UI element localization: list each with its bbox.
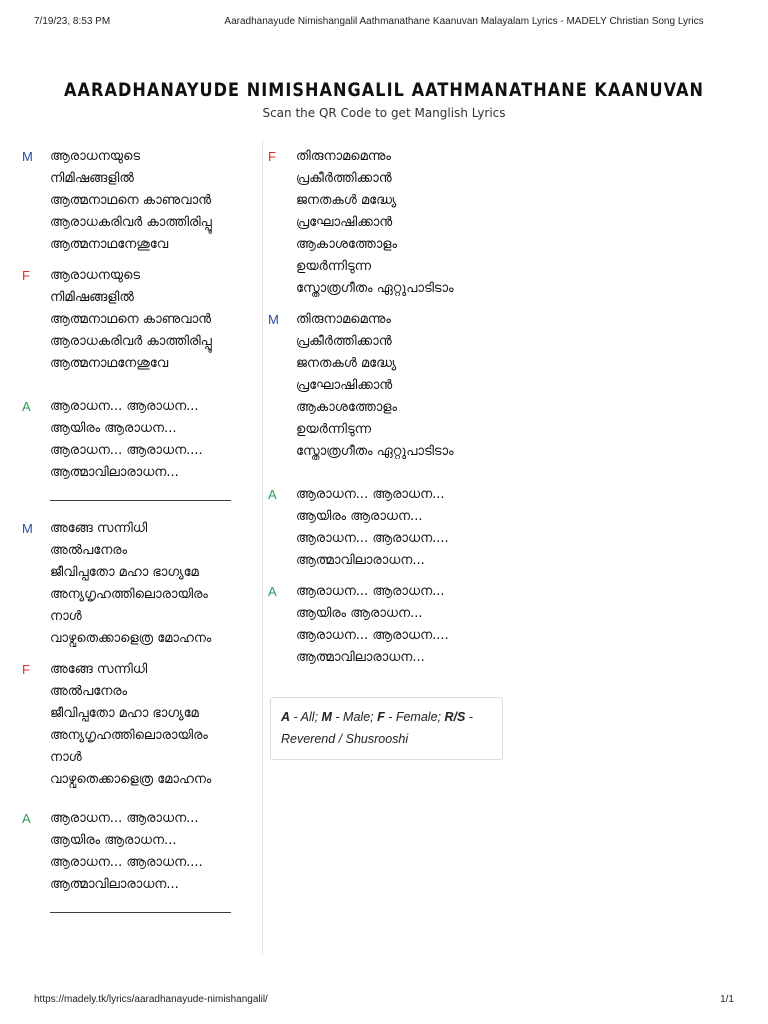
lyric-line: ആത്മാവിലാരാധന... (50, 465, 179, 480)
lyric-line: ജീവിപ്പതോ മഹാ ഭാഗ്യമേ (50, 565, 199, 580)
lyric-line: സ്തോത്രഗീതം ഏറ്റുപാടിടാം (296, 281, 454, 296)
legend-key-all: A (281, 710, 291, 724)
lyrics-left-column (22, 146, 254, 923)
lyric-line: പ്രകീർത്തിക്കാൻ (296, 171, 392, 186)
legend-text-female: - Female; (384, 710, 445, 724)
lyric-line: വാഴ്വതെക്കാളെത്ര മോഹനം (50, 772, 212, 787)
legend-text-all: - All; (290, 710, 322, 724)
lyric-line: ആരാധന... ആരാധന... (50, 811, 199, 826)
stanza (268, 309, 500, 463)
stanza (22, 659, 254, 791)
lyric-line: അൽപനേരം (50, 684, 128, 699)
lyric-line: തിരുനാമമെന്നും (296, 312, 391, 327)
lyric-line: ആരാധന... ആരാധന.... (50, 855, 203, 870)
singer-marker: A (22, 399, 31, 414)
section-separator: ——————————————— (50, 492, 230, 507)
lyric-line: ആത്മനാഥനെ കാണുവാൻ (50, 193, 212, 208)
lyric-line: നാൾ (50, 750, 82, 765)
singer-marker: F (268, 149, 276, 164)
lyric-line: അന്യഗൃഹത്തിലൊരായിരം (50, 728, 208, 743)
singer-legend (270, 697, 503, 760)
lyric-line: ആയിരം ആരാധന... (296, 606, 423, 621)
lyric-line: ആത്മനാഥനേശുവേ (50, 237, 169, 252)
lyric-line: ഉയർന്നിടുന്ന (296, 259, 372, 274)
legend-text-male: - Male; (331, 710, 378, 724)
lyric-line: ആരാധനയുടെ (50, 268, 141, 283)
stanza (22, 808, 254, 896)
stanza (268, 484, 500, 572)
lyric-line: വാഴ്വതെക്കാളെത്ര മോഹനം (50, 631, 212, 646)
legend-text-reverend: - Reverend / Shusrooshi (281, 710, 473, 746)
singer-marker: M (22, 149, 33, 164)
lyric-line: ജനതകൾ മദ്ധ്യേ (296, 193, 397, 208)
legend-key-male: M (321, 710, 332, 724)
lyric-line: നാൾ (50, 609, 82, 624)
column-divider (262, 140, 263, 955)
lyric-line: പ്രഘോഷിക്കാൻ (296, 215, 393, 230)
lyric-line: ആയിരം ആരാധന... (50, 421, 177, 436)
subtitle: Scan the QR Code to get Manglish Lyrics (262, 106, 506, 120)
singer-marker: A (22, 811, 31, 826)
footer-url[interactable]: https://madely.tk/lyrics/aaradhanayude-nimishangalil/ (34, 994, 268, 1005)
stanza (22, 146, 254, 256)
lyric-line: ആയിരം ആരാധന... (50, 833, 177, 848)
singer-marker: F (22, 268, 30, 283)
lyric-line: ആരാധന... ആരാധന.... (296, 628, 449, 643)
lyric-line: പ്രകീർത്തിക്കാൻ (296, 334, 392, 349)
lyric-line: ആരാധന... ആരാധന... (296, 584, 445, 599)
lyric-line: ആരാധനയുടെ (50, 149, 141, 164)
lyric-line: ആകാശത്തോളം (296, 237, 398, 252)
lyric-line: അന്യഗൃഹത്തിലൊരായിരം (50, 587, 208, 602)
lyric-line: സ്തോത്രഗീതം ഏറ്റുപാടിടാം (296, 444, 454, 459)
lyrics-right-column (268, 146, 500, 669)
page-title: AARADHANAYUDE NIMISHANGALIL AATHMANATHANE KAANUVAN (64, 80, 704, 101)
singer-marker: M (268, 312, 279, 327)
lyric-line: ആയിരം ആരാധന... (296, 509, 423, 524)
lyric-line: ആത്മനാഥനെ കാണുവാൻ (50, 312, 212, 327)
lyric-line: ജനതകൾ മദ്ധ്യേ (296, 356, 397, 371)
lyric-line: ആരാധകരിവർ കാത്തിരിപ്പൂ (50, 334, 212, 349)
lyric-line: ആത്മാവിലാരാധന... (296, 650, 425, 665)
lyric-line: നിമിഷങ്ങളിൽ (50, 171, 134, 186)
legend-key-reverend: R/S (444, 710, 466, 724)
print-doc-title: Aaradhanayude Nimishangalil Aathmanathane Kaanuvan Malayalam Lyrics - MADELY Christian Song Lyrics (224, 16, 704, 27)
singer-marker: M (22, 521, 33, 536)
lyric-line: ആരാധന... ആരാധന... (50, 399, 199, 414)
lyric-line: ആരാധകരിവർ കാത്തിരിപ്പൂ (50, 215, 212, 230)
stanza (268, 146, 500, 300)
lyric-line: ആരാധന... ആരാധന... (296, 487, 445, 502)
print-header (34, 16, 734, 30)
lyric-line: ഉയർന്നിടുന്ന (296, 422, 372, 437)
stanza (22, 265, 254, 375)
lyric-line: ആത്മാവിലാരാധന... (50, 877, 179, 892)
lyric-line: ആരാധന... ആരാധന.... (296, 531, 449, 546)
stanza (22, 518, 254, 650)
singer-marker: F (22, 662, 30, 677)
lyric-line: തിരുനാമമെന്നും (296, 149, 391, 164)
lyric-line: ആകാശത്തോളം (296, 400, 398, 415)
lyric-line: ആത്മാവിലാരാധന... (296, 553, 425, 568)
stanza (22, 396, 254, 484)
stanza (268, 581, 500, 669)
lyric-line: ആത്മനാഥനേശുവേ (50, 356, 169, 371)
page-number: 1/1 (720, 994, 734, 1005)
legend-key-female: F (377, 710, 385, 724)
lyric-line: അങ്ങേ സന്നിധി (50, 662, 148, 677)
print-date: 7/19/23, 8:53 PM (34, 16, 111, 27)
lyric-line: നിമിഷങ്ങളിൽ (50, 290, 134, 305)
singer-marker: A (268, 487, 277, 502)
lyric-line: ആരാധന... ആരാധന.... (50, 443, 203, 458)
singer-marker: A (268, 584, 277, 599)
print-footer (34, 994, 734, 1008)
lyric-line: പ്രഘോഷിക്കാൻ (296, 378, 393, 393)
section-separator: ——————————————— (50, 904, 230, 919)
lyric-line: ജീവിപ്പതോ മഹാ ഭാഗ്യമേ (50, 706, 199, 721)
lyric-line: അങ്ങേ സന്നിധി (50, 521, 148, 536)
lyric-line: അൽപനേരം (50, 543, 128, 558)
